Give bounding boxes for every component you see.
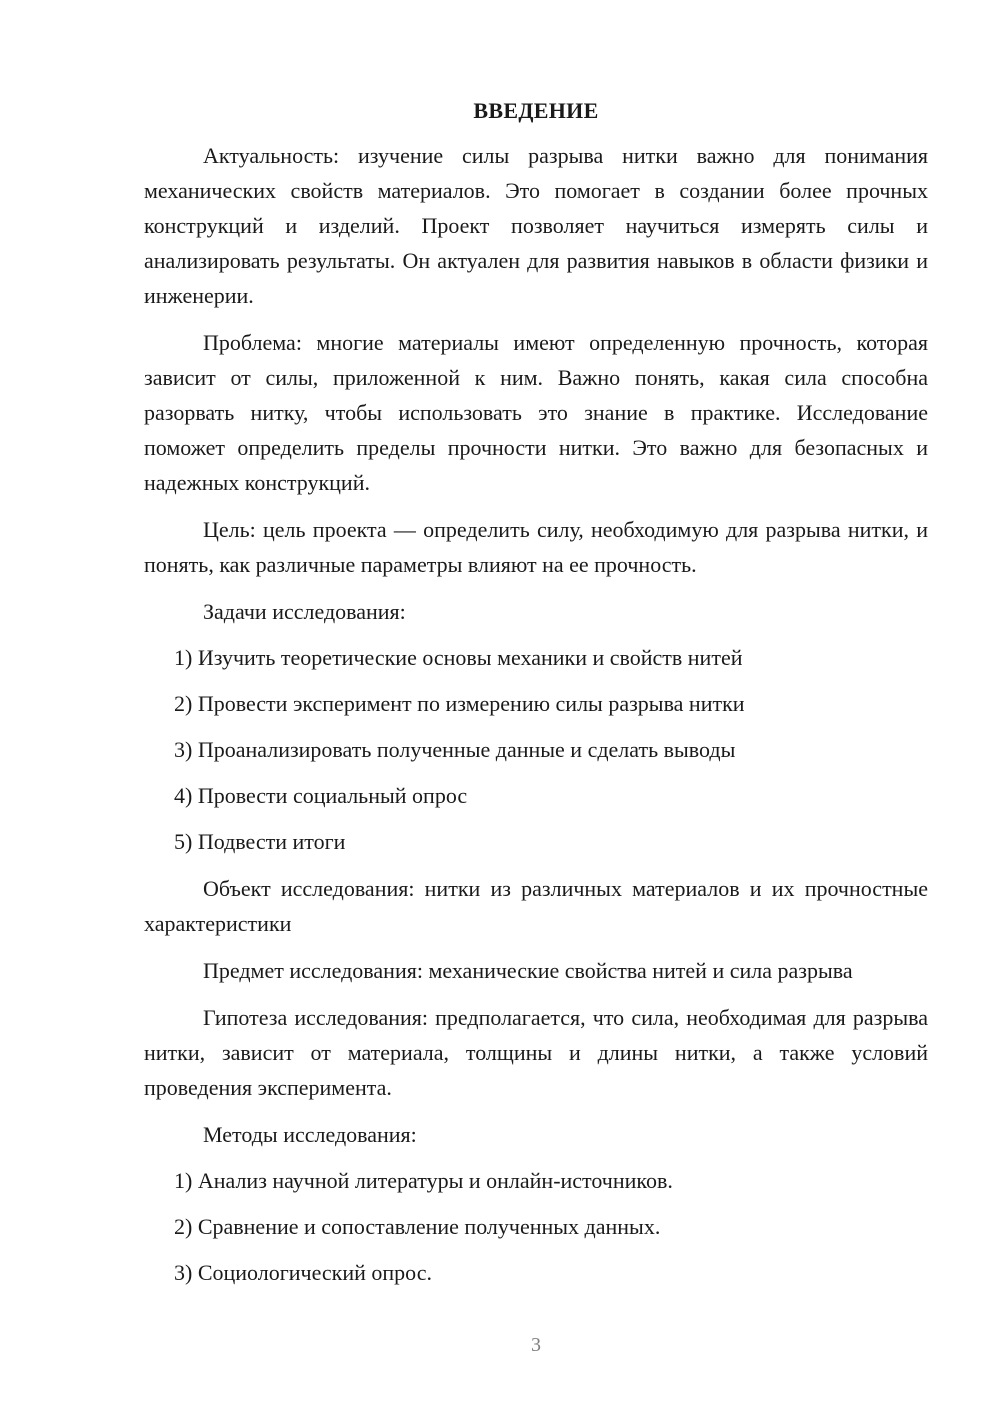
list-item: 1) Изучить теоретические основы механики и свойств нитей [174,645,743,670]
page-number: 3 [531,1334,541,1356]
goal-paragraph: Цель: цель проекта — определить силу, необходимую для разрыва нитки, и понять, как различные параметры влияют на ее прочность. [144,517,928,577]
list-item: 5) Подвести итоги [174,829,346,854]
list-item: 2) Провести эксперимент по измерению силы разрыва нитки [174,691,745,716]
relevance-paragraph: Актуальность: изучение силы разрыва нитки важно для понимания механических свойств материалов. Это помогает в создании более прочных конструкций и изделий. Проект позволяет научиться измерять силы и анализировать результаты. Он актуален для развития навыков в области физики и инженерии. [144,143,928,308]
methods-heading: Методы исследования: [203,1122,417,1147]
methods-list [144,1163,928,1290]
tasks-list [144,640,928,859]
subject-paragraph: Предмет исследования: механические свойства нитей и сила разрыва [203,958,853,983]
list-item: 1) Анализ научной литературы и онлайн-источников. [174,1168,673,1193]
list-item: 3) Проанализировать полученные данные и сделать выводы [174,737,736,762]
list-item: 2) Сравнение и сопоставление полученных данных. [174,1214,661,1239]
problem-paragraph: Проблема: многие материалы имеют определенную прочность, которая зависит от силы, приложенной к ним. Важно понять, какая сила способна разорвать нитку, чтобы использовать это знание в практике. Исследование поможет определить пределы прочности нитки. Это важно для безопасных и надежных конструкций. [144,330,928,495]
list-item: 4) Провести социальный опрос [174,783,468,808]
object-paragraph: Объект исследования: нитки из различных материалов и их прочностные характеристики [144,876,928,936]
document-page [144,96,928,1290]
tasks-heading: Задачи исследования: [203,599,406,624]
list-item: 3) Социологический опрос. [174,1260,432,1285]
hypothesis-paragraph: Гипотеза исследования: предполагается, что сила, необходимая для разрыва нитки, зависит от материала, толщины и длины нитки, а также условий проведения эксперимента. [144,1005,928,1100]
page-title: ВВЕДЕНИЕ [473,98,599,123]
